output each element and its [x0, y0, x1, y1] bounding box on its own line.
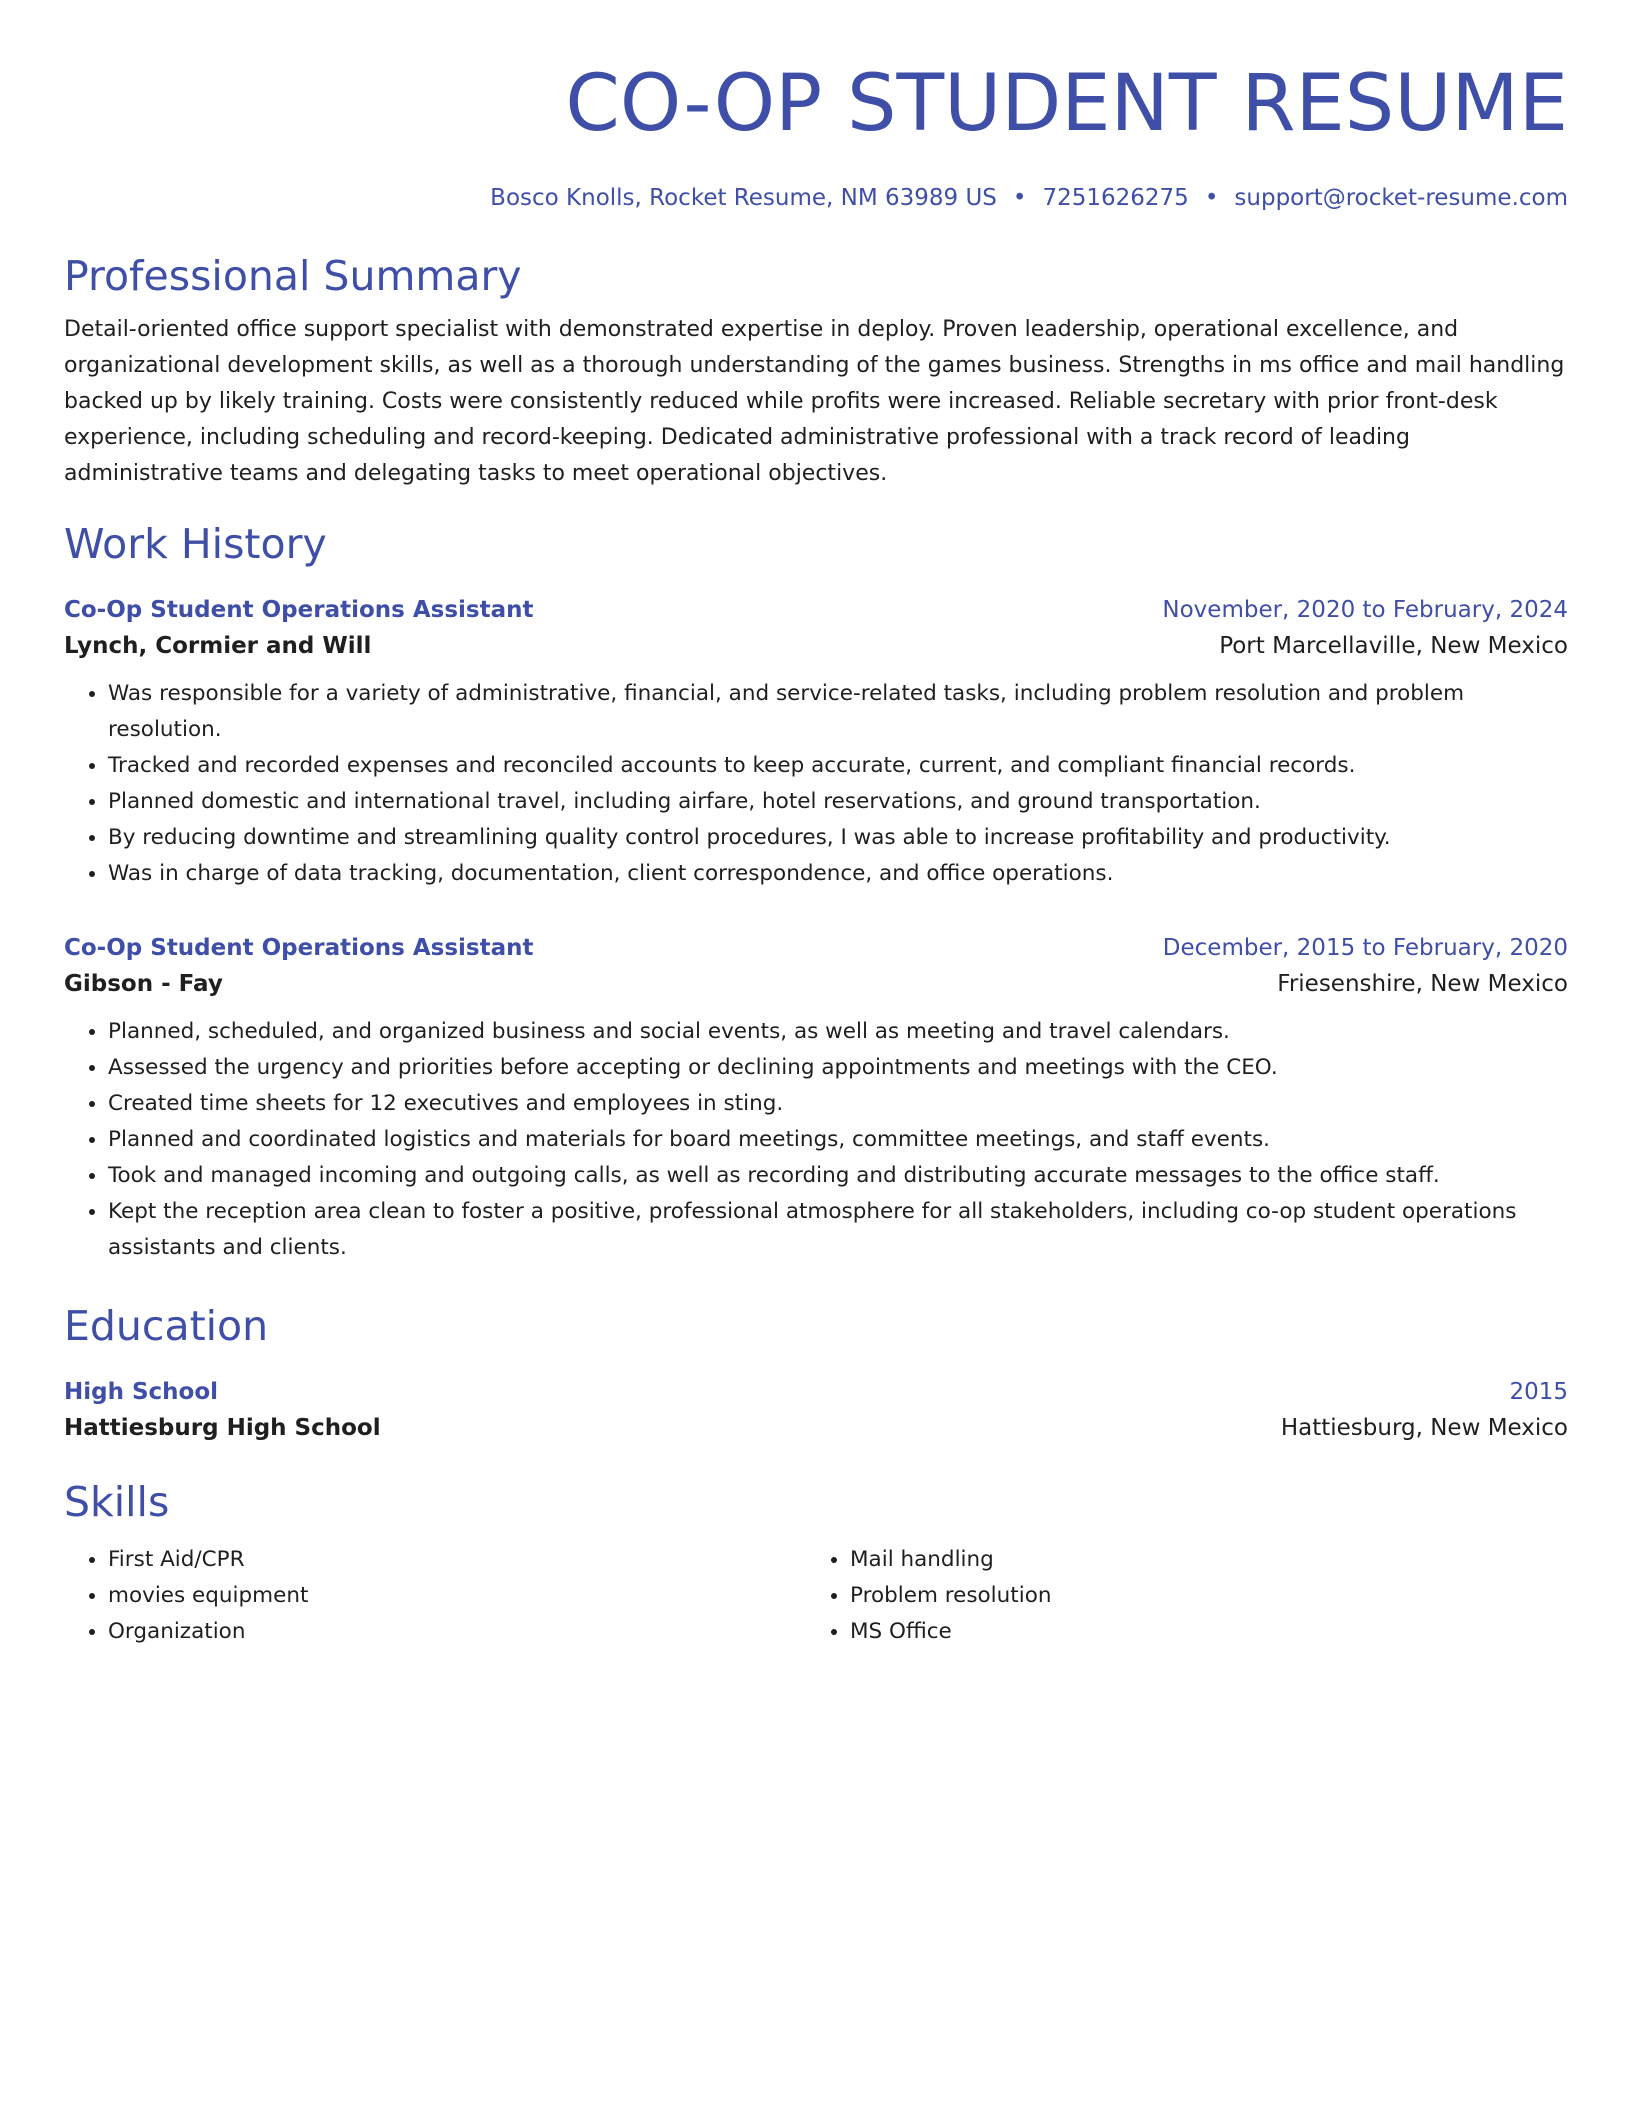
job-entry [64, 592, 1568, 892]
education-school: Hattiesburg High School [64, 1415, 381, 1441]
job-location: Port Marcellaville, New Mexico [1219, 633, 1568, 659]
contact-address: Bosco Knolls, Rocket Resume, NM 63989 US [490, 185, 997, 211]
skills-grid [64, 1542, 1568, 1650]
job-bullet: • Planned, scheduled, and organized business and social events, as well as meeting and travel calendars. [108, 1014, 1568, 1050]
job-company: Lynch, Cormier and Will [64, 633, 372, 659]
job-location: Friesenshire, New Mexico [1277, 971, 1568, 997]
contact-separator: • [1204, 185, 1219, 211]
job-bullet: • Was responsible for a variety of administrative, financial, and service-related tasks, including problem resolution and problem resolution. [108, 676, 1568, 748]
job-company-row [64, 628, 1568, 664]
job-bullet: • Created time sheets for 12 executives and employees in sting. [108, 1086, 1568, 1122]
skills-heading: Skills [64, 1478, 170, 1526]
skill-item: • Organization [108, 1614, 806, 1650]
education-school-row [64, 1410, 1568, 1446]
skill-item: • MS Office [850, 1614, 1548, 1650]
job-bullets [64, 676, 1568, 892]
job-bullet: • Planned and coordinated logistics and materials for board meetings, committee meetings, and staff events. [108, 1122, 1568, 1158]
skill-item: • Mail handling [850, 1542, 1548, 1578]
skill-item: • Problem resolution [850, 1578, 1548, 1614]
education-heading: Education [64, 1302, 269, 1350]
education-year: 2015 [1509, 1379, 1568, 1405]
job-bullet: • Took and managed incoming and outgoing calls, as well as recording and distributing accurate messages to the office staff. [108, 1158, 1568, 1194]
job-dates: December, 2015 to February, 2020 [1162, 935, 1568, 961]
job-bullet: • Was in charge of data tracking, documentation, client correspondence, and office operations. [108, 856, 1568, 892]
job-company-row [64, 966, 1568, 1002]
contact-separator: • [1012, 185, 1027, 211]
skills-column-left [64, 1542, 806, 1650]
job-bullets [64, 1014, 1568, 1266]
contact-phone: 7251626275 [1042, 185, 1189, 211]
resume-page [64, 0, 1568, 1650]
skill-item: • movies equipment [108, 1578, 806, 1614]
job-company: Gibson - Fay [64, 971, 223, 997]
job-title: Co-Op Student Operations Assistant [64, 597, 534, 623]
job-bullet: • Kept the reception area clean to foster a positive, professional atmosphere for all stakeholders, including co-op student operations assistants and clients. [108, 1194, 1568, 1266]
skill-item: • First Aid/CPR [108, 1542, 806, 1578]
job-bullet: • By reducing downtime and streamlining quality control procedures, I was able to increase profitability and productivity. [108, 820, 1568, 856]
summary-heading: Professional Summary [64, 252, 522, 300]
job-header-row [64, 592, 1568, 628]
job-bullet: • Assessed the urgency and priorities before accepting or declining appointments and meetings with the CEO. [108, 1050, 1568, 1086]
education-location: Hattiesburg, New Mexico [1280, 1415, 1568, 1441]
contact-line [64, 182, 1568, 214]
work-history-heading: Work History [64, 520, 327, 568]
contact-email: support@rocket-resume.com [1234, 185, 1568, 211]
job-header-row [64, 930, 1568, 966]
skills-list [806, 1542, 1548, 1650]
job-title: Co-Op Student Operations Assistant [64, 935, 534, 961]
summary-text: Detail-oriented office support specialist with demonstrated expertise in deploy. Proven leadership, operational excellence, and organizational development skills, as well as a thorough understanding of the games business. Strengths in ms office and mail handling backed up by likely training. Costs were consistently reduced while profits were increased. Reliable secretary with prior front-desk experience, including scheduling and record-keeping. Dedicated administrative professional with a track record of leading administrative teams and delegating tasks to meet operational objectives. [64, 317, 1565, 486]
education-entry [64, 1374, 1568, 1446]
skills-column-right [806, 1542, 1548, 1650]
job-bullet: • Planned domestic and international travel, including airfare, hotel reservations, and ground transportation. [108, 784, 1568, 820]
skills-list [64, 1542, 806, 1650]
education-degree: High School [64, 1379, 219, 1405]
job-entry [64, 930, 1568, 1266]
resume-title: CO-OP STUDENT RESUME [565, 59, 1568, 149]
job-dates: November, 2020 to February, 2024 [1162, 597, 1568, 623]
education-degree-row [64, 1374, 1568, 1410]
job-bullet: • Tracked and recorded expenses and reconciled accounts to keep accurate, current, and compliant financial records. [108, 748, 1568, 784]
